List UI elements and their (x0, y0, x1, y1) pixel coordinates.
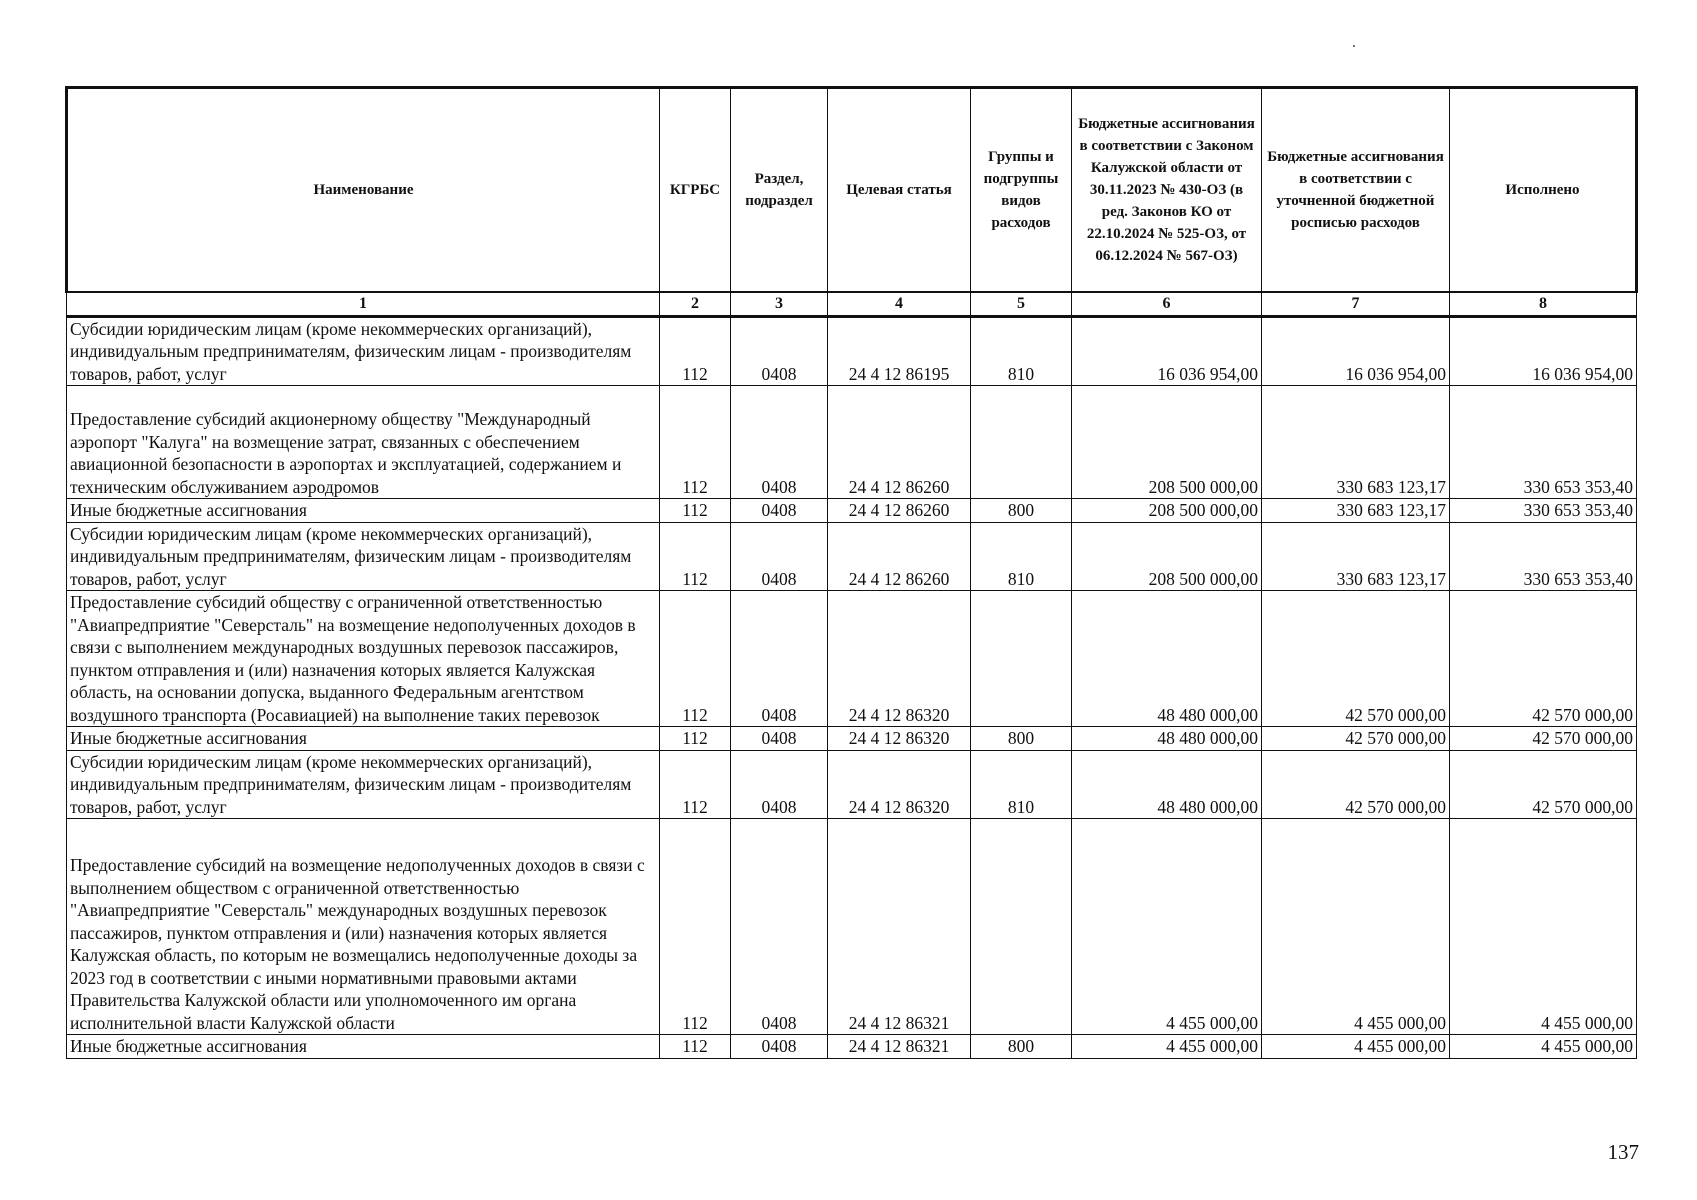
header-section: Раздел, подраздел (731, 88, 828, 292)
row-executed-amount: 42 570 000,00 (1450, 750, 1637, 819)
row-executed-amount: 4 455 000,00 (1450, 1035, 1637, 1059)
row-refined-amount: 42 570 000,00 (1262, 591, 1450, 727)
row-executed-amount: 42 570 000,00 (1450, 727, 1637, 751)
row-group: 810 (971, 316, 1072, 386)
row-kgrbs: 112 (660, 1035, 731, 1059)
row-law-amount: 208 500 000,00 (1072, 522, 1262, 591)
row-refined-amount: 42 570 000,00 (1262, 727, 1450, 751)
table-row (67, 386, 1637, 499)
row-target: 24 4 12 86260 (828, 499, 971, 523)
column-number: 2 (660, 292, 731, 317)
row-name: Субсидии юридическим лицам (кроме некоммерческих организаций), индивидуальным предпринимателям, физическим лицам - производителям товаров, работ, услуг (67, 316, 660, 386)
row-law-amount: 48 480 000,00 (1072, 591, 1262, 727)
row-name: Иные бюджетные ассигнования (67, 499, 660, 523)
column-number-row (67, 292, 1637, 317)
row-law-amount: 4 455 000,00 (1072, 1035, 1262, 1059)
header-row (67, 88, 1637, 292)
scan-speck (1353, 45, 1355, 47)
column-number: 4 (828, 292, 971, 317)
table-row (67, 499, 1637, 523)
row-group: 810 (971, 522, 1072, 591)
column-number: 7 (1262, 292, 1450, 317)
column-number: 1 (67, 292, 660, 317)
row-law-amount: 16 036 954,00 (1072, 316, 1262, 386)
row-law-amount: 4 455 000,00 (1072, 819, 1262, 1035)
row-kgrbs: 112 (660, 499, 731, 523)
header-executed: Исполнено (1450, 88, 1637, 292)
row-refined-amount: 42 570 000,00 (1262, 750, 1450, 819)
table-row (67, 316, 1637, 386)
budget-table (65, 86, 1638, 1059)
row-section: 0408 (731, 499, 828, 523)
header-group: Группы и подгруппы видов расходов (971, 88, 1072, 292)
row-section: 0408 (731, 727, 828, 751)
header-target: Целевая статья (828, 88, 971, 292)
row-kgrbs: 112 (660, 522, 731, 591)
table-row (67, 750, 1637, 819)
row-refined-amount: 4 455 000,00 (1262, 819, 1450, 1035)
header-refined: Бюджетные ассигнования в соответствии с уточненной бюджетной росписью расходов (1262, 88, 1450, 292)
row-name: Иные бюджетные ассигнования (67, 1035, 660, 1059)
row-target: 24 4 12 86321 (828, 1035, 971, 1059)
row-target: 24 4 12 86321 (828, 819, 971, 1035)
row-section: 0408 (731, 819, 828, 1035)
row-refined-amount: 330 683 123,17 (1262, 522, 1450, 591)
row-executed-amount: 330 653 353,40 (1450, 386, 1637, 499)
column-number: 8 (1450, 292, 1637, 317)
column-number: 6 (1072, 292, 1262, 317)
row-group: 810 (971, 750, 1072, 819)
row-name: Предоставление субсидий обществу с ограниченной ответственностью "Авиапредприятие "Северсталь" на возмещение недополученных доходов в связи с выполнением международных воздушных перевозок пассажиров, пунктом отправления и (или) назначения которых является Калужская область, на основании допуска, выданного Федеральным агентством воздушного транспорта (Росавиацией) на выполнение таких перевозок (67, 591, 660, 727)
row-name: Субсидии юридическим лицам (кроме некоммерческих организаций), индивидуальным предпринимателям, физическим лицам - производителям товаров, работ, услуг (67, 522, 660, 591)
row-kgrbs: 112 (660, 316, 731, 386)
header-name: Наименование (67, 88, 660, 292)
row-kgrbs: 112 (660, 819, 731, 1035)
row-name: Субсидии юридическим лицам (кроме некоммерческих организаций), индивидуальным предпринимателям, физическим лицам - производителям товаров, работ, услуг (67, 750, 660, 819)
row-kgrbs: 112 (660, 727, 731, 751)
row-group: 800 (971, 727, 1072, 751)
row-refined-amount: 330 683 123,17 (1262, 386, 1450, 499)
row-executed-amount: 330 653 353,40 (1450, 499, 1637, 523)
row-name: Предоставление субсидий на возмещение недополученных доходов в связи с выполнением обществом с ограниченной ответственностью "Авиапредприятие "Северсталь" международных воздушных перевозок пассажиров, пунктом отправления и (или) назначения которых является Калужская область, по которым не возмещались недополученные доходы за 2023 год в соответствии с иными нормативными правовыми актами Правительства Калужской области или уполномоченного им органа исполнительной власти Калужской области (67, 819, 660, 1035)
row-target: 24 4 12 86260 (828, 522, 971, 591)
row-section: 0408 (731, 1035, 828, 1059)
row-group: 800 (971, 1035, 1072, 1059)
page-number: 137 (1607, 1140, 1639, 1164)
row-group (971, 386, 1072, 499)
row-refined-amount: 16 036 954,00 (1262, 316, 1450, 386)
row-section: 0408 (731, 591, 828, 727)
table-row (67, 522, 1637, 591)
row-target: 24 4 12 86320 (828, 727, 971, 751)
row-kgrbs: 112 (660, 386, 731, 499)
row-executed-amount: 4 455 000,00 (1450, 819, 1637, 1035)
row-section: 0408 (731, 316, 828, 386)
table-row (67, 819, 1637, 1035)
row-group (971, 819, 1072, 1035)
row-section: 0408 (731, 522, 828, 591)
row-refined-amount: 330 683 123,17 (1262, 499, 1450, 523)
row-group: 800 (971, 499, 1072, 523)
row-target: 24 4 12 86320 (828, 750, 971, 819)
row-executed-amount: 16 036 954,00 (1450, 316, 1637, 386)
row-section: 0408 (731, 386, 828, 499)
row-law-amount: 208 500 000,00 (1072, 499, 1262, 523)
row-law-amount: 48 480 000,00 (1072, 727, 1262, 751)
table-row (67, 591, 1637, 727)
row-section: 0408 (731, 750, 828, 819)
budget-table-container (65, 86, 1635, 1059)
column-number: 3 (731, 292, 828, 317)
row-target: 24 4 12 86260 (828, 386, 971, 499)
row-executed-amount: 42 570 000,00 (1450, 591, 1637, 727)
header-law: Бюджетные ассигнования в соответствии с Законом Калужской области от 30.11.2023 № 430-ОЗ (в ред. Законов КО от 22.10.2024 № 525-ОЗ, от 06.12.2024 № 567-ОЗ) (1072, 88, 1262, 292)
row-law-amount: 208 500 000,00 (1072, 386, 1262, 499)
row-executed-amount: 330 653 353,40 (1450, 522, 1637, 591)
row-target: 24 4 12 86195 (828, 316, 971, 386)
table-row (67, 727, 1637, 751)
column-number: 5 (971, 292, 1072, 317)
row-kgrbs: 112 (660, 591, 731, 727)
table-row (67, 1035, 1637, 1059)
header-kgrbs: КГРБС (660, 88, 731, 292)
row-name: Предоставление субсидий акционерному обществу "Международный аэропорт "Калуга" на возмещение затрат, связанных с обеспечением авиационной безопасности в аэропортах и эксплуатацией, содержанием и техническим обслуживанием аэродромов (67, 386, 660, 499)
row-kgrbs: 112 (660, 750, 731, 819)
row-name: Иные бюджетные ассигнования (67, 727, 660, 751)
row-law-amount: 48 480 000,00 (1072, 750, 1262, 819)
row-refined-amount: 4 455 000,00 (1262, 1035, 1450, 1059)
row-group (971, 591, 1072, 727)
row-target: 24 4 12 86320 (828, 591, 971, 727)
